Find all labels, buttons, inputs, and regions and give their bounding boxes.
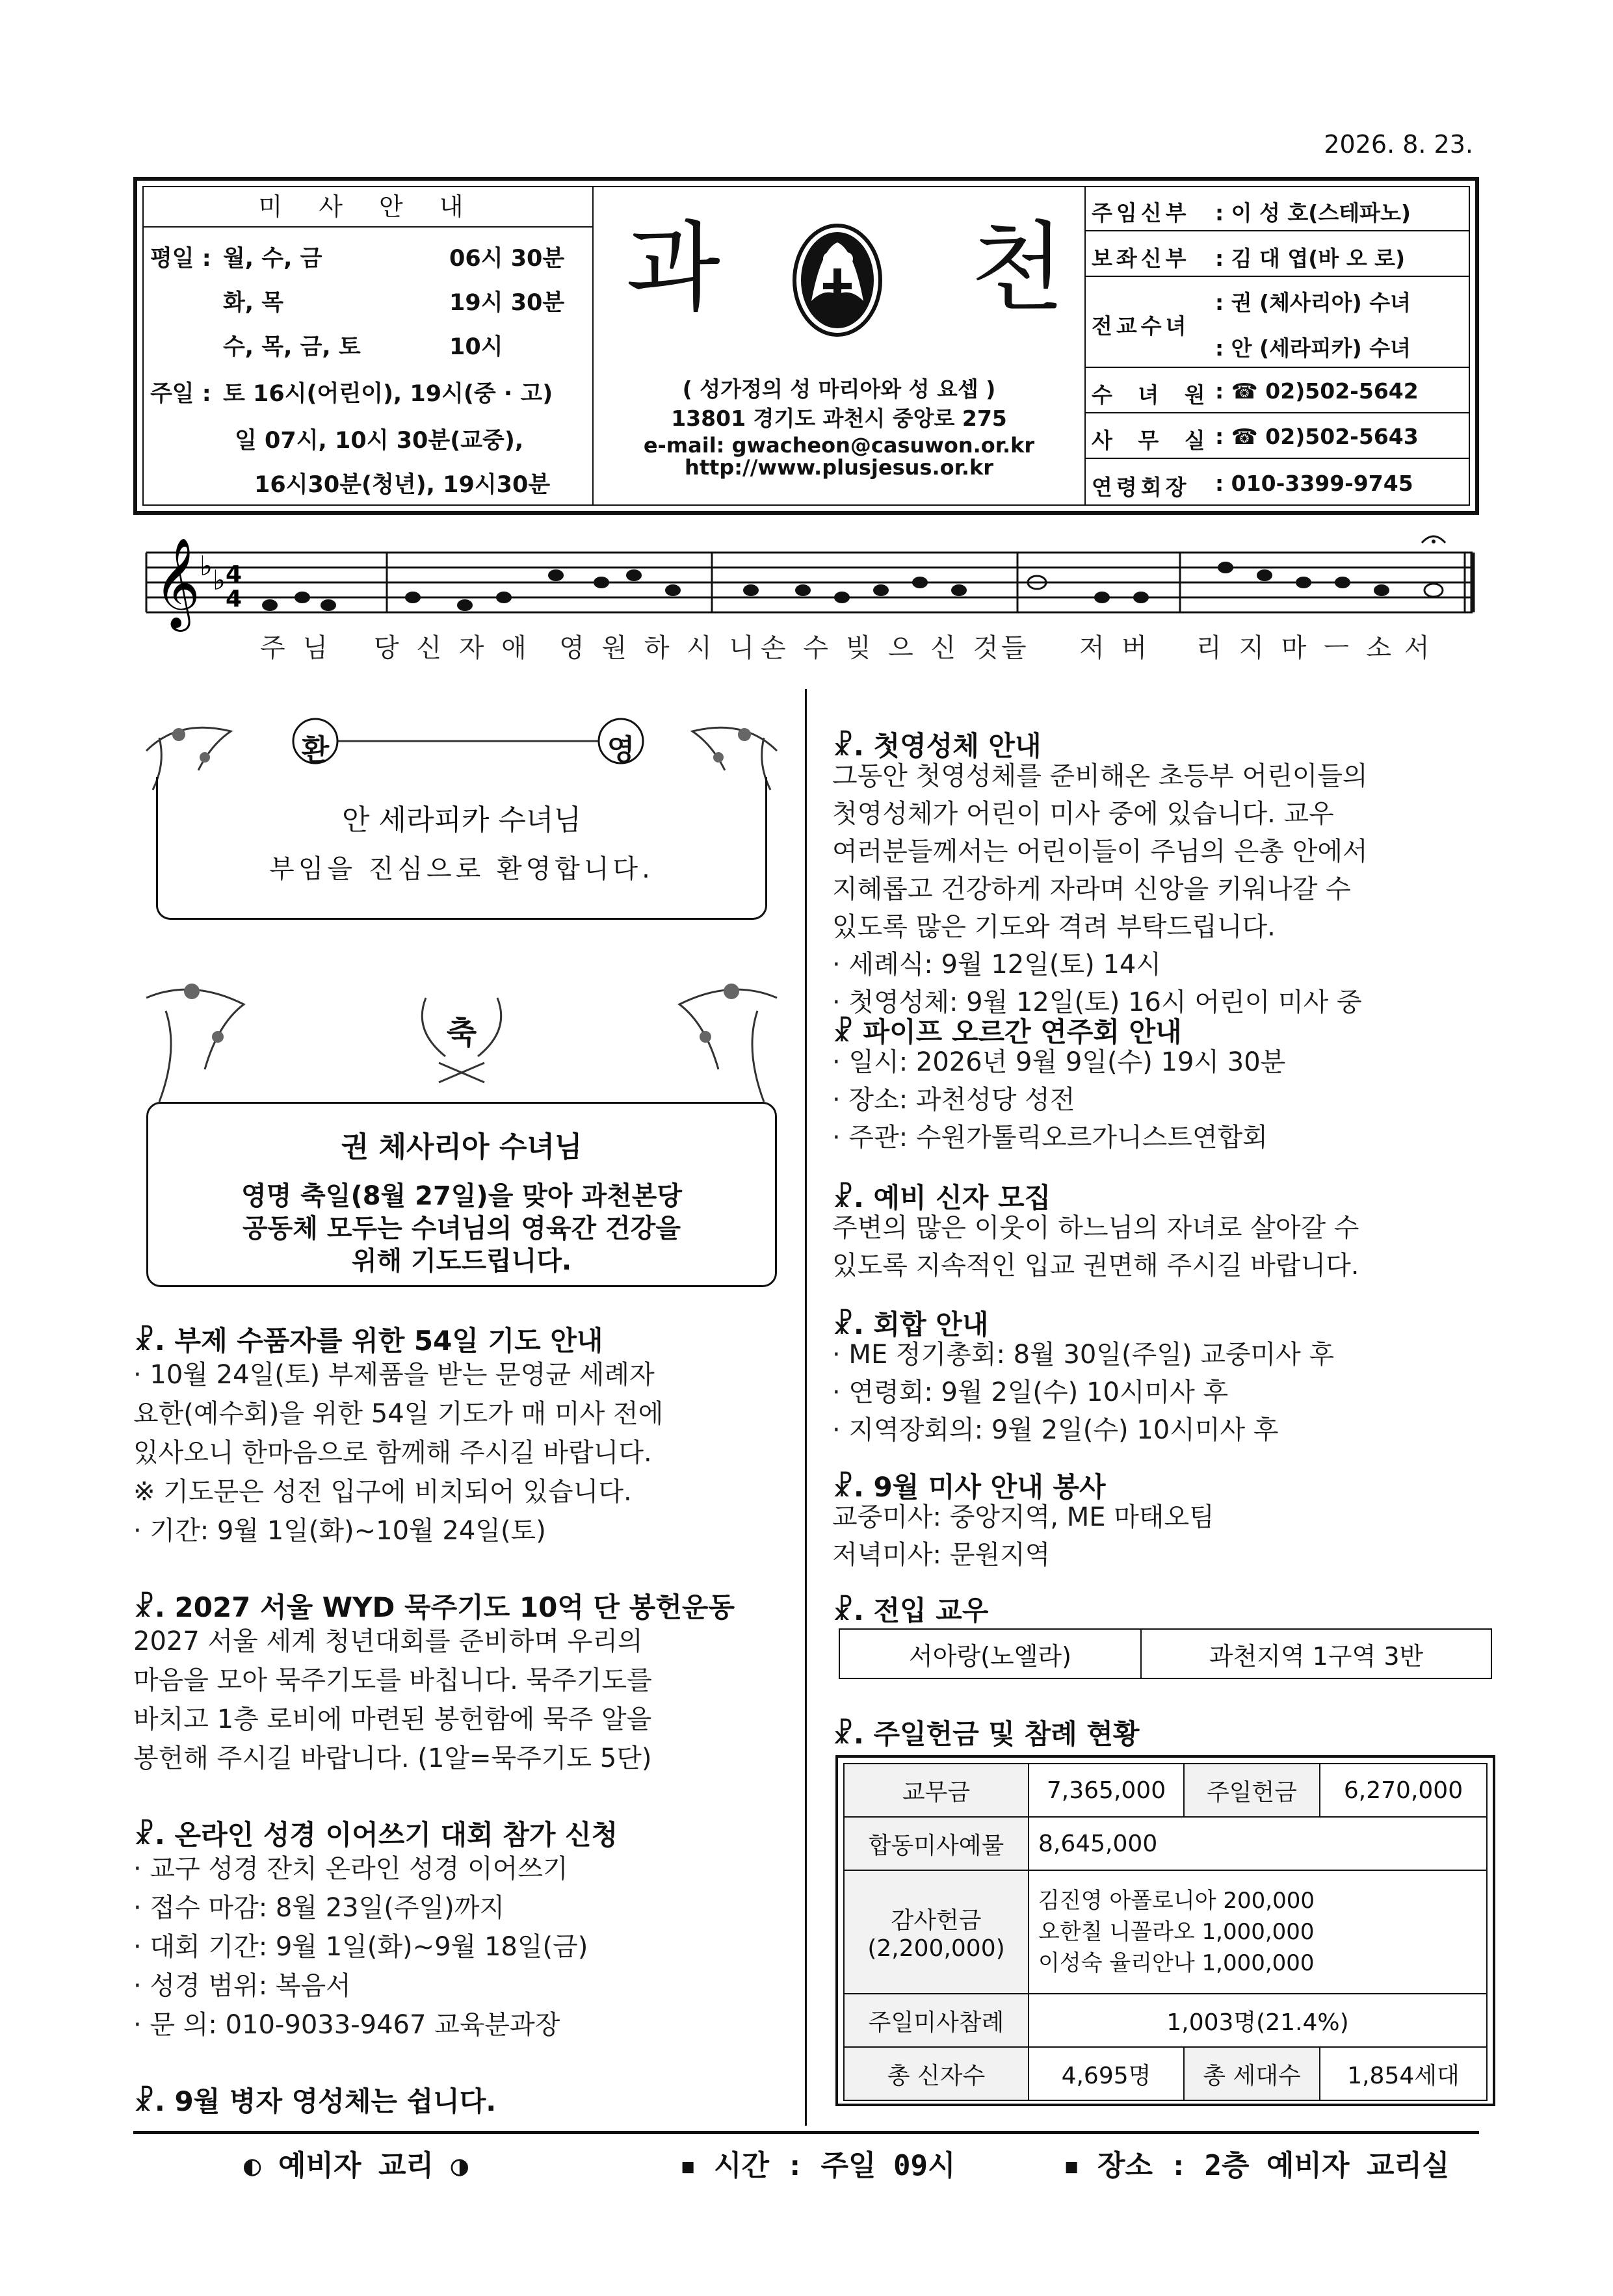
table-cell: 6,270,000 (1320, 1764, 1487, 1817)
notice-body: 2027 서울 세계 청년대회를 준비하며 우리의 마음을 모아 묵주기도를 바칩니다. 묵주기도를 바치고 1층 로비에 마련된 봉헌함에 묵주 알을 봉헌해 주시길 바랍니다. (1알=묵주기도 5단) (133, 1626, 652, 1773)
notice-title: ☧. 온라인 성경 이어쓰기 대회 참가 신청 (133, 1819, 618, 1851)
congrats-line: 위해 기도드립니다. (351, 1246, 572, 1276)
welcome-box (140, 705, 783, 926)
svg-text:♭: ♭ (200, 550, 213, 582)
parish-website[interactable]: http://www.plusjesus.or.kr (684, 455, 994, 480)
mass-days: 화, 목 (223, 290, 284, 316)
notice-body: 교중미사: 중앙지역, ME 마태오팀 저녁미사: 문원지역 (832, 1502, 1214, 1570)
congrats-box (140, 972, 783, 1290)
bulletin-date: 2026. 8. 23. (1324, 130, 1473, 159)
svg-text:𝄞: 𝄞 (154, 538, 200, 628)
congrats-line: 영명 축일(8월 27일)을 맞아 과천본당 (241, 1181, 683, 1211)
table-cell: 1,854세대 (1320, 2047, 1487, 2100)
parish-email[interactable]: e-mail: gwacheon@casuwon.or.kr (643, 433, 1035, 458)
staff-row: 연령회장 : 010-3399-9745 (1092, 471, 1413, 500)
mass-time: 06시 30분 (449, 246, 565, 272)
parish-address: 13801 경기도 과천시 중앙로 275 (671, 406, 1007, 431)
congrats-badge: 축 (446, 1015, 477, 1051)
sunday-line: 16시30분(청년), 19시30분 (254, 472, 551, 498)
footer-catechism (133, 2142, 1479, 2181)
header-frame (133, 177, 1479, 515)
hymn-lyrics: 주 님 당 신 자 애 영 원 하 시 니 손 수 빚 으 신 것 들 저 버 리 지 마 ㅡ 소 서 (260, 633, 1432, 663)
sunday-label: 주일 : (150, 381, 211, 407)
notice-title: ☧. 예비 신자 모집 (832, 1182, 1051, 1214)
congrats-name: 권 체사리아 수녀님 (341, 1130, 583, 1164)
mass-days: 수, 목, 금, 토 (223, 334, 361, 360)
table-cell: 주일미사참례 (844, 1994, 1029, 2047)
notice-body: · 10월 24일(토) 부제품을 받는 문영균 세례자 요한(예수회)을 위한 54일 기도가 매 미사 전에 있사오니 한마음으로 함께해 주시길 바랍니다. ※ 기도문은 성전 입구에 비치되어 있습니다. · 기간: 9월 1일(화)~10월 24일(토) (133, 1360, 664, 1546)
mass-guide-title: 미 사 안 내 (144, 187, 592, 228)
transfer-table (839, 1628, 1492, 1679)
mass-days: 월, 수, 금 (223, 246, 322, 272)
parish-patron: ( 성가정의 성 마리아와 성 요셉 ) (682, 376, 996, 402)
table-cell: 교무금 (844, 1764, 1029, 1817)
notice-title: ☧. 9월 병자 영성체는 쉽니다. (133, 2085, 497, 2117)
mass-guide (144, 187, 594, 504)
welcome-frame (156, 777, 767, 920)
welcome-badge: 환 (301, 733, 330, 766)
offering-table (843, 1763, 1488, 2101)
table-cell: 총 세대수 (1184, 2047, 1320, 2100)
notice-body: · 일시: 2026년 9월 9일(수) 19시 30분 · 장소: 과천성당 성전 · 주관: 수원가톨릭오르가니스트연합회 (832, 1047, 1286, 1153)
staff-row: 수 녀 원 : ☎ 02)502-5642 (1085, 368, 1469, 413)
notice-title: ☧ 파이프 오르간 연주회 안내 (832, 1016, 1182, 1048)
staff-directory (1085, 187, 1469, 504)
notice-title: ☧. 회합 안내 (832, 1309, 989, 1340)
notice-title: ☧. 2027 서울 WYD 묵주기도 10억 단 봉헌운동 (133, 1591, 735, 1623)
table-cell: 4,695명 (1029, 2047, 1184, 2100)
transfer-area: 과천지역 1구역 3반 (1141, 1629, 1491, 1678)
footer-place: ▪ 장소 : 2층 예비자 교리실 (1063, 2149, 1450, 2182)
congrats-frame (146, 1102, 777, 1287)
table-cell: 총 신자수 (844, 2047, 1029, 2100)
notice-body: 그동안 첫영성체를 준비해온 초등부 어린이들의 첫영성체가 어린이 미사 중에 있습니다. 교우 여러분들께서는 어린이들이 주님의 은총 안에서 지혜롭고 건강하게 자라며 신앙을 키워나갈 수 있도록 많은 기도와 격려 부탁드립니다. · 세례식: 9월 12일(토) 14시 · 첫영성체: 9월 12일(토) 16시 어린이 미사 중 (832, 761, 1368, 1017)
transfer-name: 서아랑(노엘라) (839, 1629, 1141, 1678)
staff-row: 보좌신부 : 김 대 엽(바 오 로) (1085, 231, 1469, 277)
welcome-badge: 영 (607, 733, 635, 766)
table-cell: 합동미사예물 (844, 1817, 1029, 1870)
mass-time: 19시 30분 (449, 290, 565, 316)
svg-text:♭: ♭ (213, 564, 226, 596)
sunday-line: 일 07시, 10시 30분(교중), (235, 428, 524, 454)
weekday-label: 평일 : (150, 246, 211, 272)
table-cell: 8,645,000 (1029, 1817, 1487, 1870)
table-cell: 7,365,000 (1029, 1764, 1184, 1817)
notice-title: ☧. 주일헌금 및 참례 현황 (832, 1718, 1140, 1750)
notice-body: · 교구 성경 잔치 온라인 성경 이어쓰기 · 접수 마감: 8월 23일(주일)까지 · 대회 기간: 9월 1일(화)~9월 18일(금) · 성경 범위: 복음서 · 문 의: 010-9033-9467 교육분과장 (133, 1854, 588, 2040)
notice-title: ☧. 전입 교우 (832, 1595, 989, 1626)
sunday-line: 토 16시(어린이), 19시(중 · 고) (223, 381, 553, 407)
notice-body: · ME 정기총회: 8월 30일(주일) 교중미사 후 · 연령회: 9월 2일(수) 10시미사 후 · 지역장회의: 9월 2일(수) 10시미사 후 (832, 1340, 1335, 1445)
parish-title-block (594, 187, 1086, 504)
footer-title: ◐ 예비자 교리 ◑ (244, 2149, 468, 2182)
table-cell: 1,003명(21.4%) (1029, 1994, 1487, 2047)
footer-rule (133, 2131, 1479, 2134)
notice-title: ☧. 부제 수품자를 위한 54일 기도 안내 (133, 1325, 603, 1357)
congrats-line: 공동체 모두는 수녀님의 영육간 건강을 (243, 1214, 681, 1244)
table-cell: 감사헌금 (2,200,000) (844, 1870, 1029, 1994)
notice-title: ☧. 첫영성체 안내 (832, 730, 1042, 762)
parish-title-right: 천 (971, 212, 1065, 325)
staff-row: 주임신부 : 이 성 호(스테파노) (1085, 187, 1469, 231)
notice-title: ☧. 9월 미사 안내 봉사 (832, 1471, 1106, 1503)
parish-title-left: 과 (626, 212, 720, 325)
svg-text:4: 4 (226, 561, 243, 588)
parish-emblem-icon (792, 223, 883, 337)
footer-time: ▪ 시간 : 주일 09시 (679, 2149, 956, 2182)
notice-body: 주변의 많은 이웃이 하느님의 자녀로 살아갈 수 있도록 지속적인 입교 권면해 주시길 바랍니다. (832, 1213, 1359, 1281)
table-cell: 주일헌금 (1184, 1764, 1320, 1817)
column-divider (805, 689, 807, 2126)
table-cell: 김진영 아폴로니아 200,000 오한칠 니꼴라오 1,000,000 이성숙 율리안나 1,000,000 (1029, 1870, 1487, 1994)
offering-table-frame (835, 1755, 1495, 2106)
staff-row: 사 무 실 : ☎ 02)502-5643 (1085, 413, 1469, 459)
staff-row: 전교수녀 : 권 (체사리아) 수녀 : 안 (세라피카) 수녀 (1085, 277, 1469, 368)
mass-time: 10시 (449, 334, 503, 360)
welcome-name: 안 세라피카 수녀님 (341, 803, 581, 837)
svg-text:4: 4 (226, 586, 243, 612)
welcome-message: 부임을 진심으로 환영합니다. (269, 854, 654, 884)
